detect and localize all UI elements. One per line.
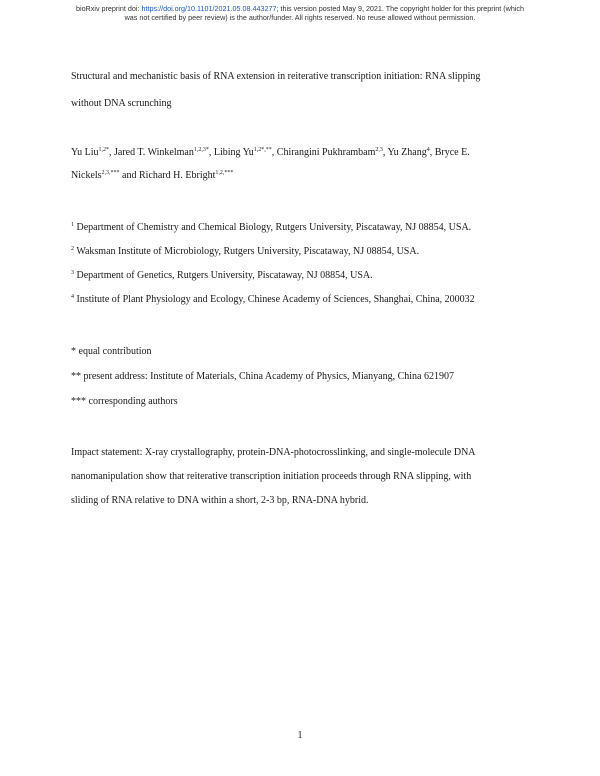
- impact-line-1: Impact statement: X-ray crystallography, protein-DNA-photocrosslinking, and single-molecule DNA: [71, 447, 476, 458]
- affiliation-3: $^3$ Department of Genetics, Rutgers University, Piscataway, NJ 08854, USA.: [71, 270, 373, 281]
- author-affiliation-sup: 1,2,3*: [193, 147, 209, 153]
- title-line-2: without DNA scrunching: [71, 98, 172, 109]
- note-corresponding-authors: *** corresponding authors: [71, 396, 178, 407]
- affiliation-1: $^1$ Department of Chemistry and Chemical Biology, Rutgers University, Piscataway, NJ 08854, USA.: [71, 222, 472, 233]
- author-line-2: Nickels$^{2,3,***}$ and Richard H. Ebright$^{1,2,***}$: [71, 170, 234, 181]
- author-affiliation-sup: 2,3,***: [101, 170, 120, 176]
- affiliation-2: $^2$ Waksman Institute of Microbiology, Rutgers University, Piscataway, NJ 08854, USA.: [71, 246, 420, 257]
- preprint-banner: [0, 4, 600, 22]
- author-affiliation-sup: 1,2*: [98, 147, 109, 153]
- author-name: Yu Zhang: [387, 147, 427, 158]
- author-affiliation-sup: 1,2,***: [215, 170, 234, 176]
- doi-link[interactable]: https://doi.org/10.1101/2021.05.08.443277: [141, 4, 277, 13]
- author-name: Richard H. Ebright: [139, 170, 216, 181]
- banner-prefix: bioRxiv preprint doi:: [75, 4, 142, 13]
- author-name: Yu Liu: [71, 147, 99, 158]
- note-equal-contribution: * equal contribution: [71, 346, 152, 357]
- impact-line-3: sliding of RNA relative to DNA within a short, 2-3 bp, RNA-DNA hybrid.: [71, 495, 369, 506]
- title-line-1: Structural and mechanistic basis of RNA extension in reiterative transcription initiation: RNA slipping: [71, 71, 481, 82]
- author-affiliation-sup: 2,3: [375, 147, 383, 153]
- author-line-1: Yu Liu$^{1,2*}$, Jared T. Winkelman$^{1,2,3*}$, Libing $Yu^{1,2*,**}$, Chirangini Pukhrambam$^{2,3}$, Yu Zhang$^4$, Bryce E.: [71, 147, 470, 158]
- author-name: Chirangini Pukhrambam: [276, 147, 376, 158]
- impact-line-2: nanomanipulation show that reiterative transcription initiation proceeds through RNA slipping, with: [71, 471, 472, 482]
- affiliation-4: $^4$ Institute of Plant Physiology and Ecology, Chinese Academy of Sciences, Shanghai, China, 200032: [71, 294, 475, 305]
- author-name: Libing Yu: [213, 147, 254, 158]
- author-name: Jared T. Winkelman: [114, 147, 194, 158]
- page-number: 1: [297, 730, 303, 741]
- banner-line1-rest: ; this version posted May 9, 2021. The copyright holder for this preprint (which: [276, 4, 525, 13]
- note-present-address: ** present address: Institute of Materials, China Academy of Physics, Mianyang, China 621907: [71, 371, 454, 382]
- banner-line-1: [0, 4, 600, 13]
- author-affiliation-sup: 4: [426, 147, 430, 153]
- author-name: Nickels: [71, 170, 102, 181]
- author-name: Bryce E.: [434, 147, 470, 158]
- banner-line-2: was not certified by peer review) is the author/funder. All rights reserved. No reuse allowed without permission.: [124, 13, 476, 22]
- author-affiliation-sup: 1,2*,**: [253, 147, 272, 153]
